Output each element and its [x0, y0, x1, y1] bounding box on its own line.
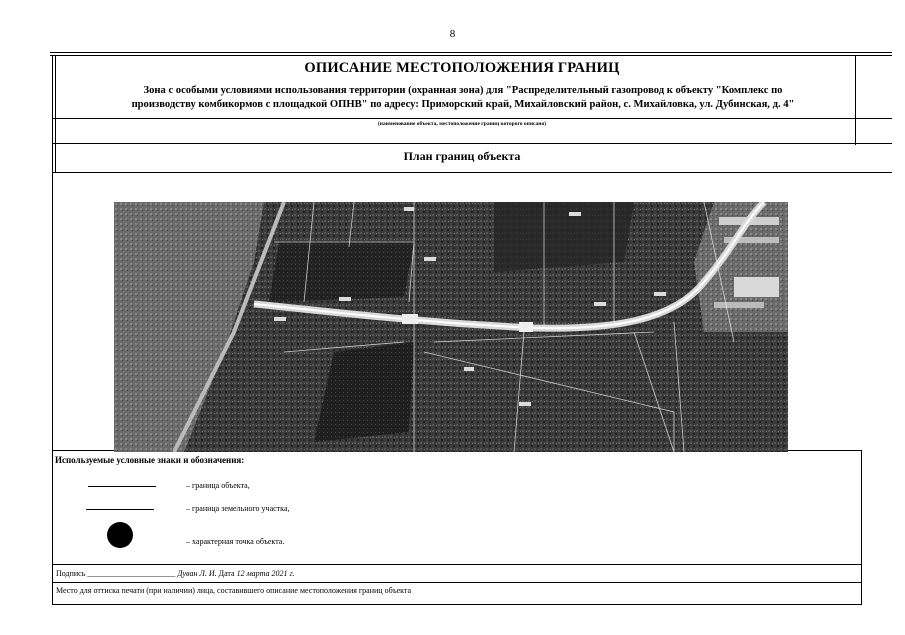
date-label: Дата [218, 569, 235, 578]
aerial-image [114, 202, 788, 452]
plan-title: План границ объекта [403, 149, 521, 163]
legend-point-label: – характерная точка объекта. [186, 537, 285, 546]
object-description-line1: Зона с особыми условиями использования территории (охранная зона) для "Распределительный газопровод к объекту "Комплекс по [143, 85, 783, 96]
legend-title: Используемые условные знаки и обозначения: [55, 455, 245, 465]
signature-line: ______________________ [87, 569, 176, 578]
document-title: ОПИСАНИЕ МЕСТОПОЛОЖЕНИЯ ГРАНИЦ [304, 60, 620, 76]
legend-object-boundary-label: – граница объекта, [186, 481, 250, 490]
legend-parcel-boundary-label: – граница земельного участка, [186, 504, 290, 513]
legend-object-boundary-symbol [88, 486, 156, 487]
stamp-place-text: Место для оттиска печати (при наличии) лица, составившего описание местоположения границ объекта [56, 586, 412, 595]
signature-label: Подпись [56, 569, 86, 578]
signature-row [56, 569, 294, 578]
boundary-plan-map [114, 202, 788, 452]
legend-parcel-boundary-symbol [86, 509, 154, 510]
object-description-line2: производству комбикормов с площадкой ОПНВ" по адресу: Приморский край, Михайловский район, с. Михайловка, ул. Дубинская, д. 4" [131, 99, 795, 110]
date-value: 12 марта 2021 г. [236, 569, 295, 578]
object-description [60, 84, 866, 112]
legend-point-symbol [107, 522, 133, 548]
page-number: 8 [449, 28, 456, 40]
signer-name: Дуван Л. И. [177, 569, 217, 578]
object-caption: (наименование объекта, местоположение границ которого описано) [377, 121, 547, 127]
